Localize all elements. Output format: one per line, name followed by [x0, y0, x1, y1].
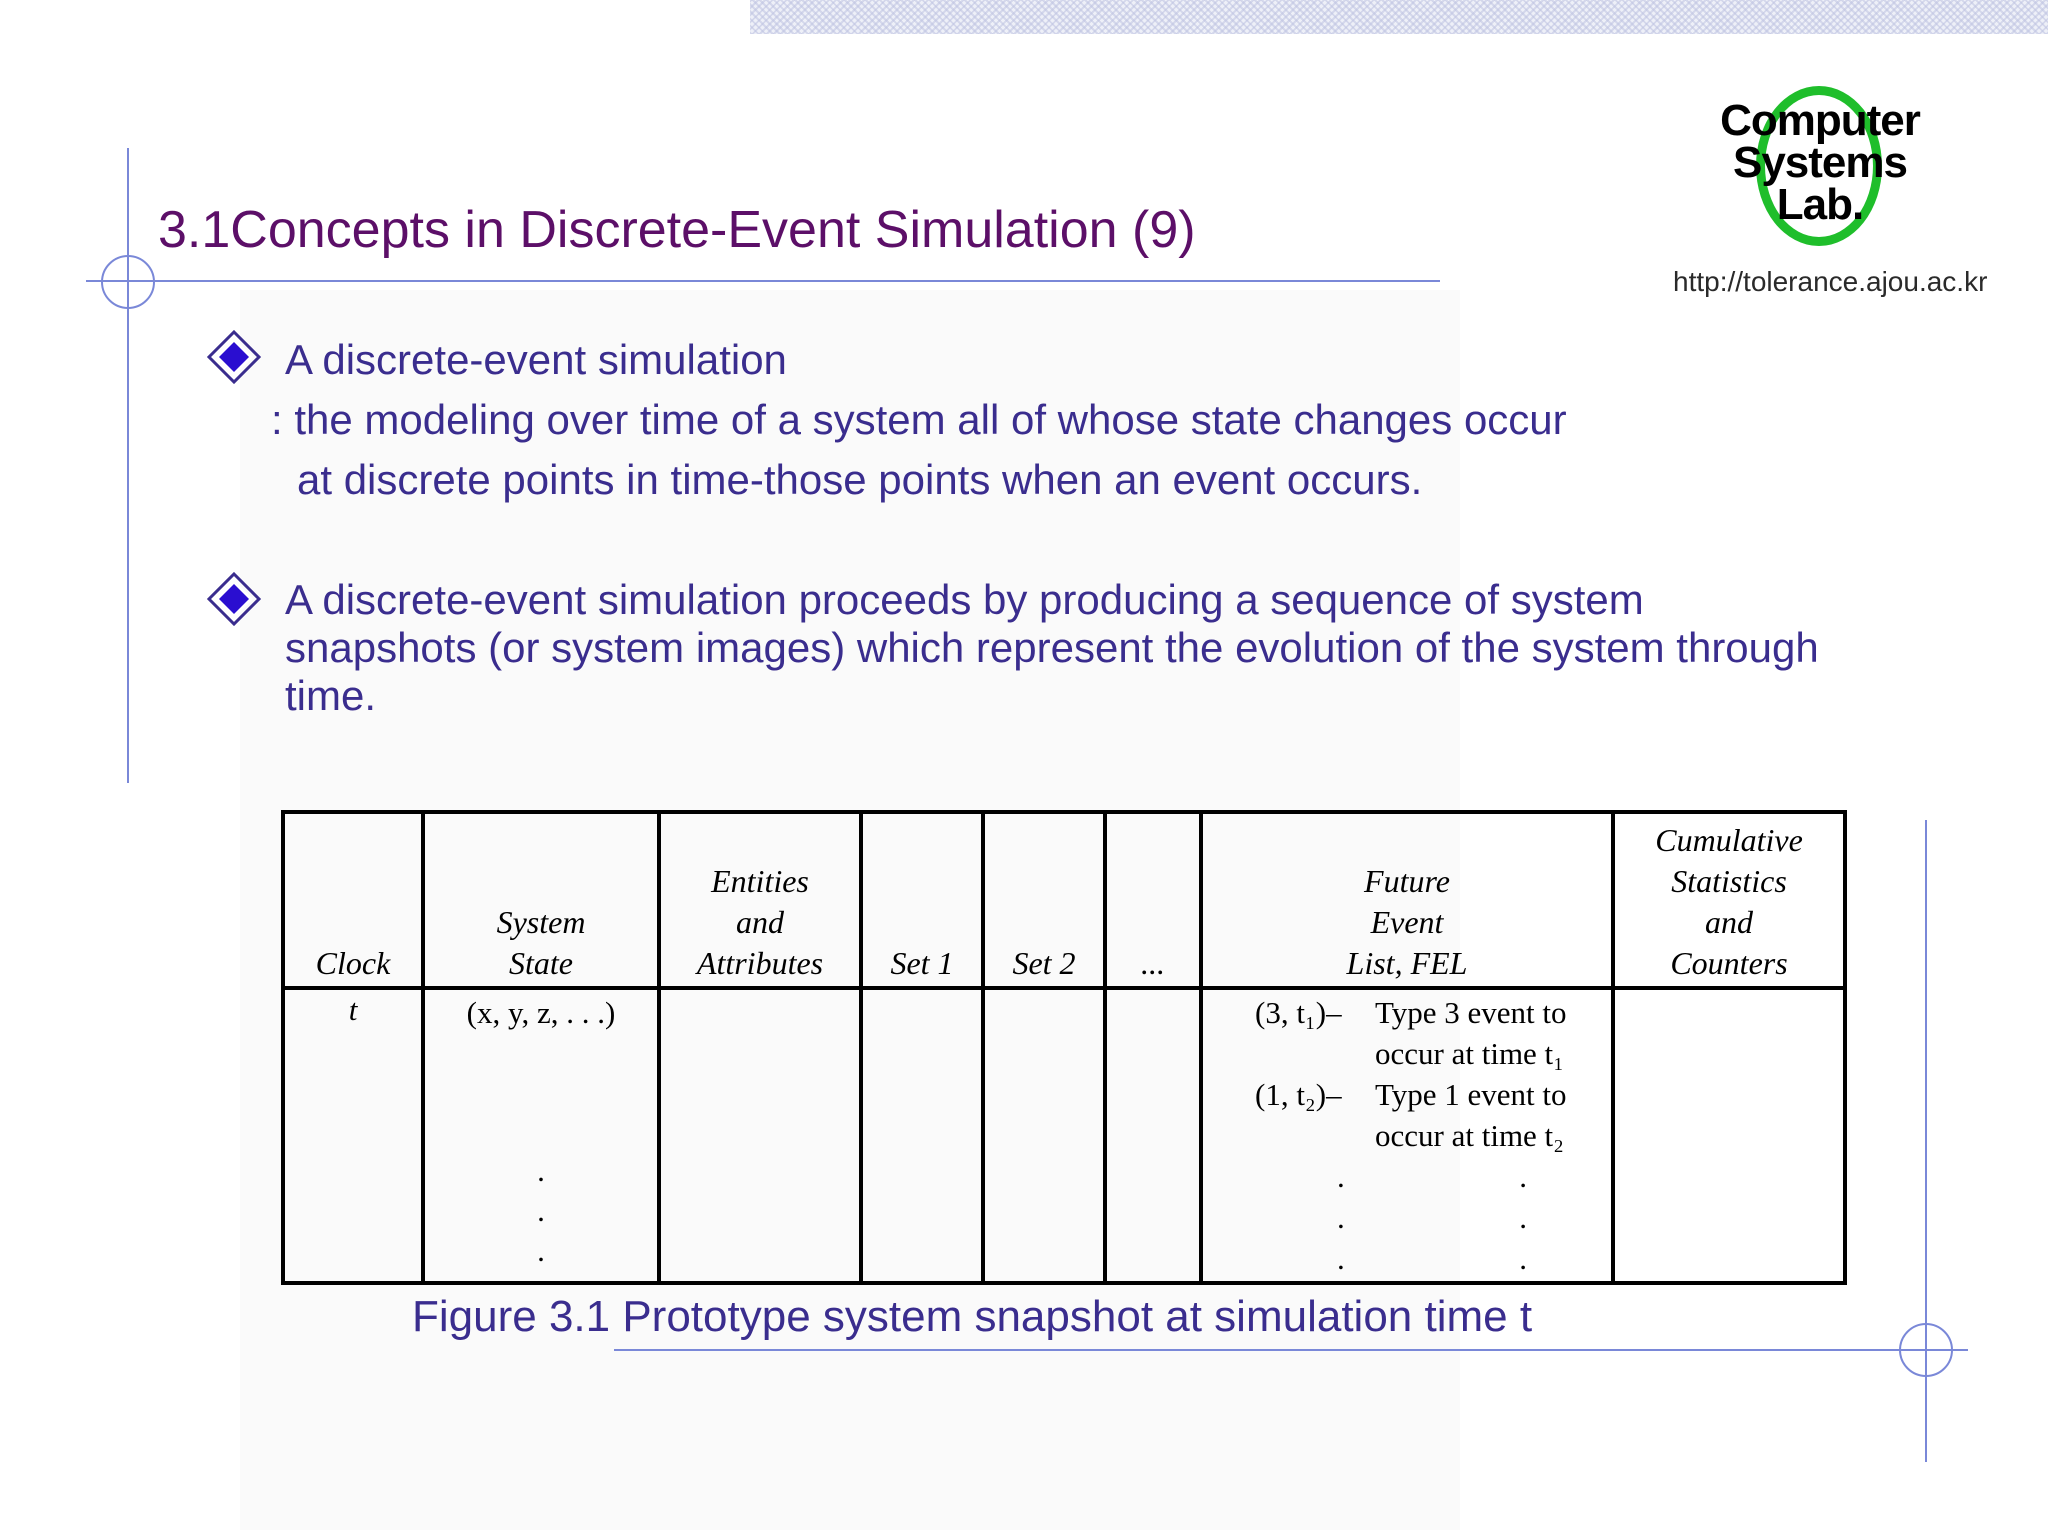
- figure-caption: Figure 3.1 Prototype system snapshot at simulation time t: [412, 1292, 1533, 1341]
- cell-set-2: [983, 988, 1105, 1283]
- fel-entry: (3, t₁)– Type 3 event to: [1255, 995, 1567, 1030]
- header-ellipsis: ...: [1105, 812, 1201, 988]
- cell-ellipsis: [1105, 988, 1201, 1283]
- header-system-state: System State: [423, 812, 659, 988]
- bullet-1-line-2: at discrete points in time-those points when an event occurs.: [297, 456, 1423, 503]
- cell-future-event-list: [1201, 988, 1613, 1283]
- bullet-2-text: A discrete-event simulation proceeds by producing a sequence of system snapshots (or system images) which represent the evolution of the system through time.: [285, 576, 1819, 719]
- table-header-row: [283, 812, 1845, 988]
- fel-entry: occur at time t₁: [1375, 1036, 1564, 1071]
- fel-entry: occur at time t₂: [1375, 1118, 1564, 1153]
- table-row: [283, 988, 1845, 1283]
- system-snapshot-table: [281, 810, 1847, 1285]
- logo-text: Computer Systems Lab.: [1720, 96, 1920, 229]
- guide-line-horizontal-bottom: [614, 1349, 1968, 1351]
- lab-url: http://tolerance.ajou.ac.kr: [1673, 266, 1988, 297]
- cell-cumulative-statistics: [1613, 988, 1845, 1283]
- guide-line-vertical-left: [127, 148, 129, 783]
- computer-systems-lab-logo: [1700, 82, 1940, 252]
- header-entities-attributes: Entities and Attributes: [659, 812, 861, 988]
- header-set-1: Set 1: [861, 812, 983, 988]
- header-pattern-band: [750, 0, 2048, 34]
- header-clock: Clock: [283, 812, 423, 988]
- fel-vertical-dots: . . . . . .: [1337, 1159, 1527, 1276]
- state-value: (x, y, z, . . .): [466, 995, 616, 1030]
- bullet-1-line-1: : the modeling over time of a system all of whose state changes occur: [271, 396, 1567, 443]
- diamond-bullet-icon: [207, 572, 261, 626]
- cell-set-1: [861, 988, 983, 1283]
- guide-line-horizontal-top: [86, 280, 1440, 282]
- state-vertical-dots: . . .: [537, 1153, 545, 1268]
- guide-ring-bottom-right: [1899, 1323, 1953, 1377]
- fel-entry: (1, t₂)– Type 1 event to: [1255, 1077, 1567, 1112]
- cell-system-state: [423, 988, 659, 1283]
- header-future-event-list: Future Event List, FEL: [1201, 812, 1613, 988]
- diamond-bullet-icon: [207, 330, 261, 384]
- cell-entities: [659, 988, 861, 1283]
- header-cumulative-statistics: Cumulative Statistics and Counters: [1613, 812, 1845, 988]
- guide-ring-top-left: [101, 255, 155, 309]
- cell-clock-value: t: [283, 988, 423, 1283]
- header-set-2: Set 2: [983, 812, 1105, 988]
- slide-title: 3.1Concepts in Discrete-Event Simulation (9): [158, 201, 1196, 259]
- bullet-1-heading: A discrete-event simulation: [285, 336, 787, 383]
